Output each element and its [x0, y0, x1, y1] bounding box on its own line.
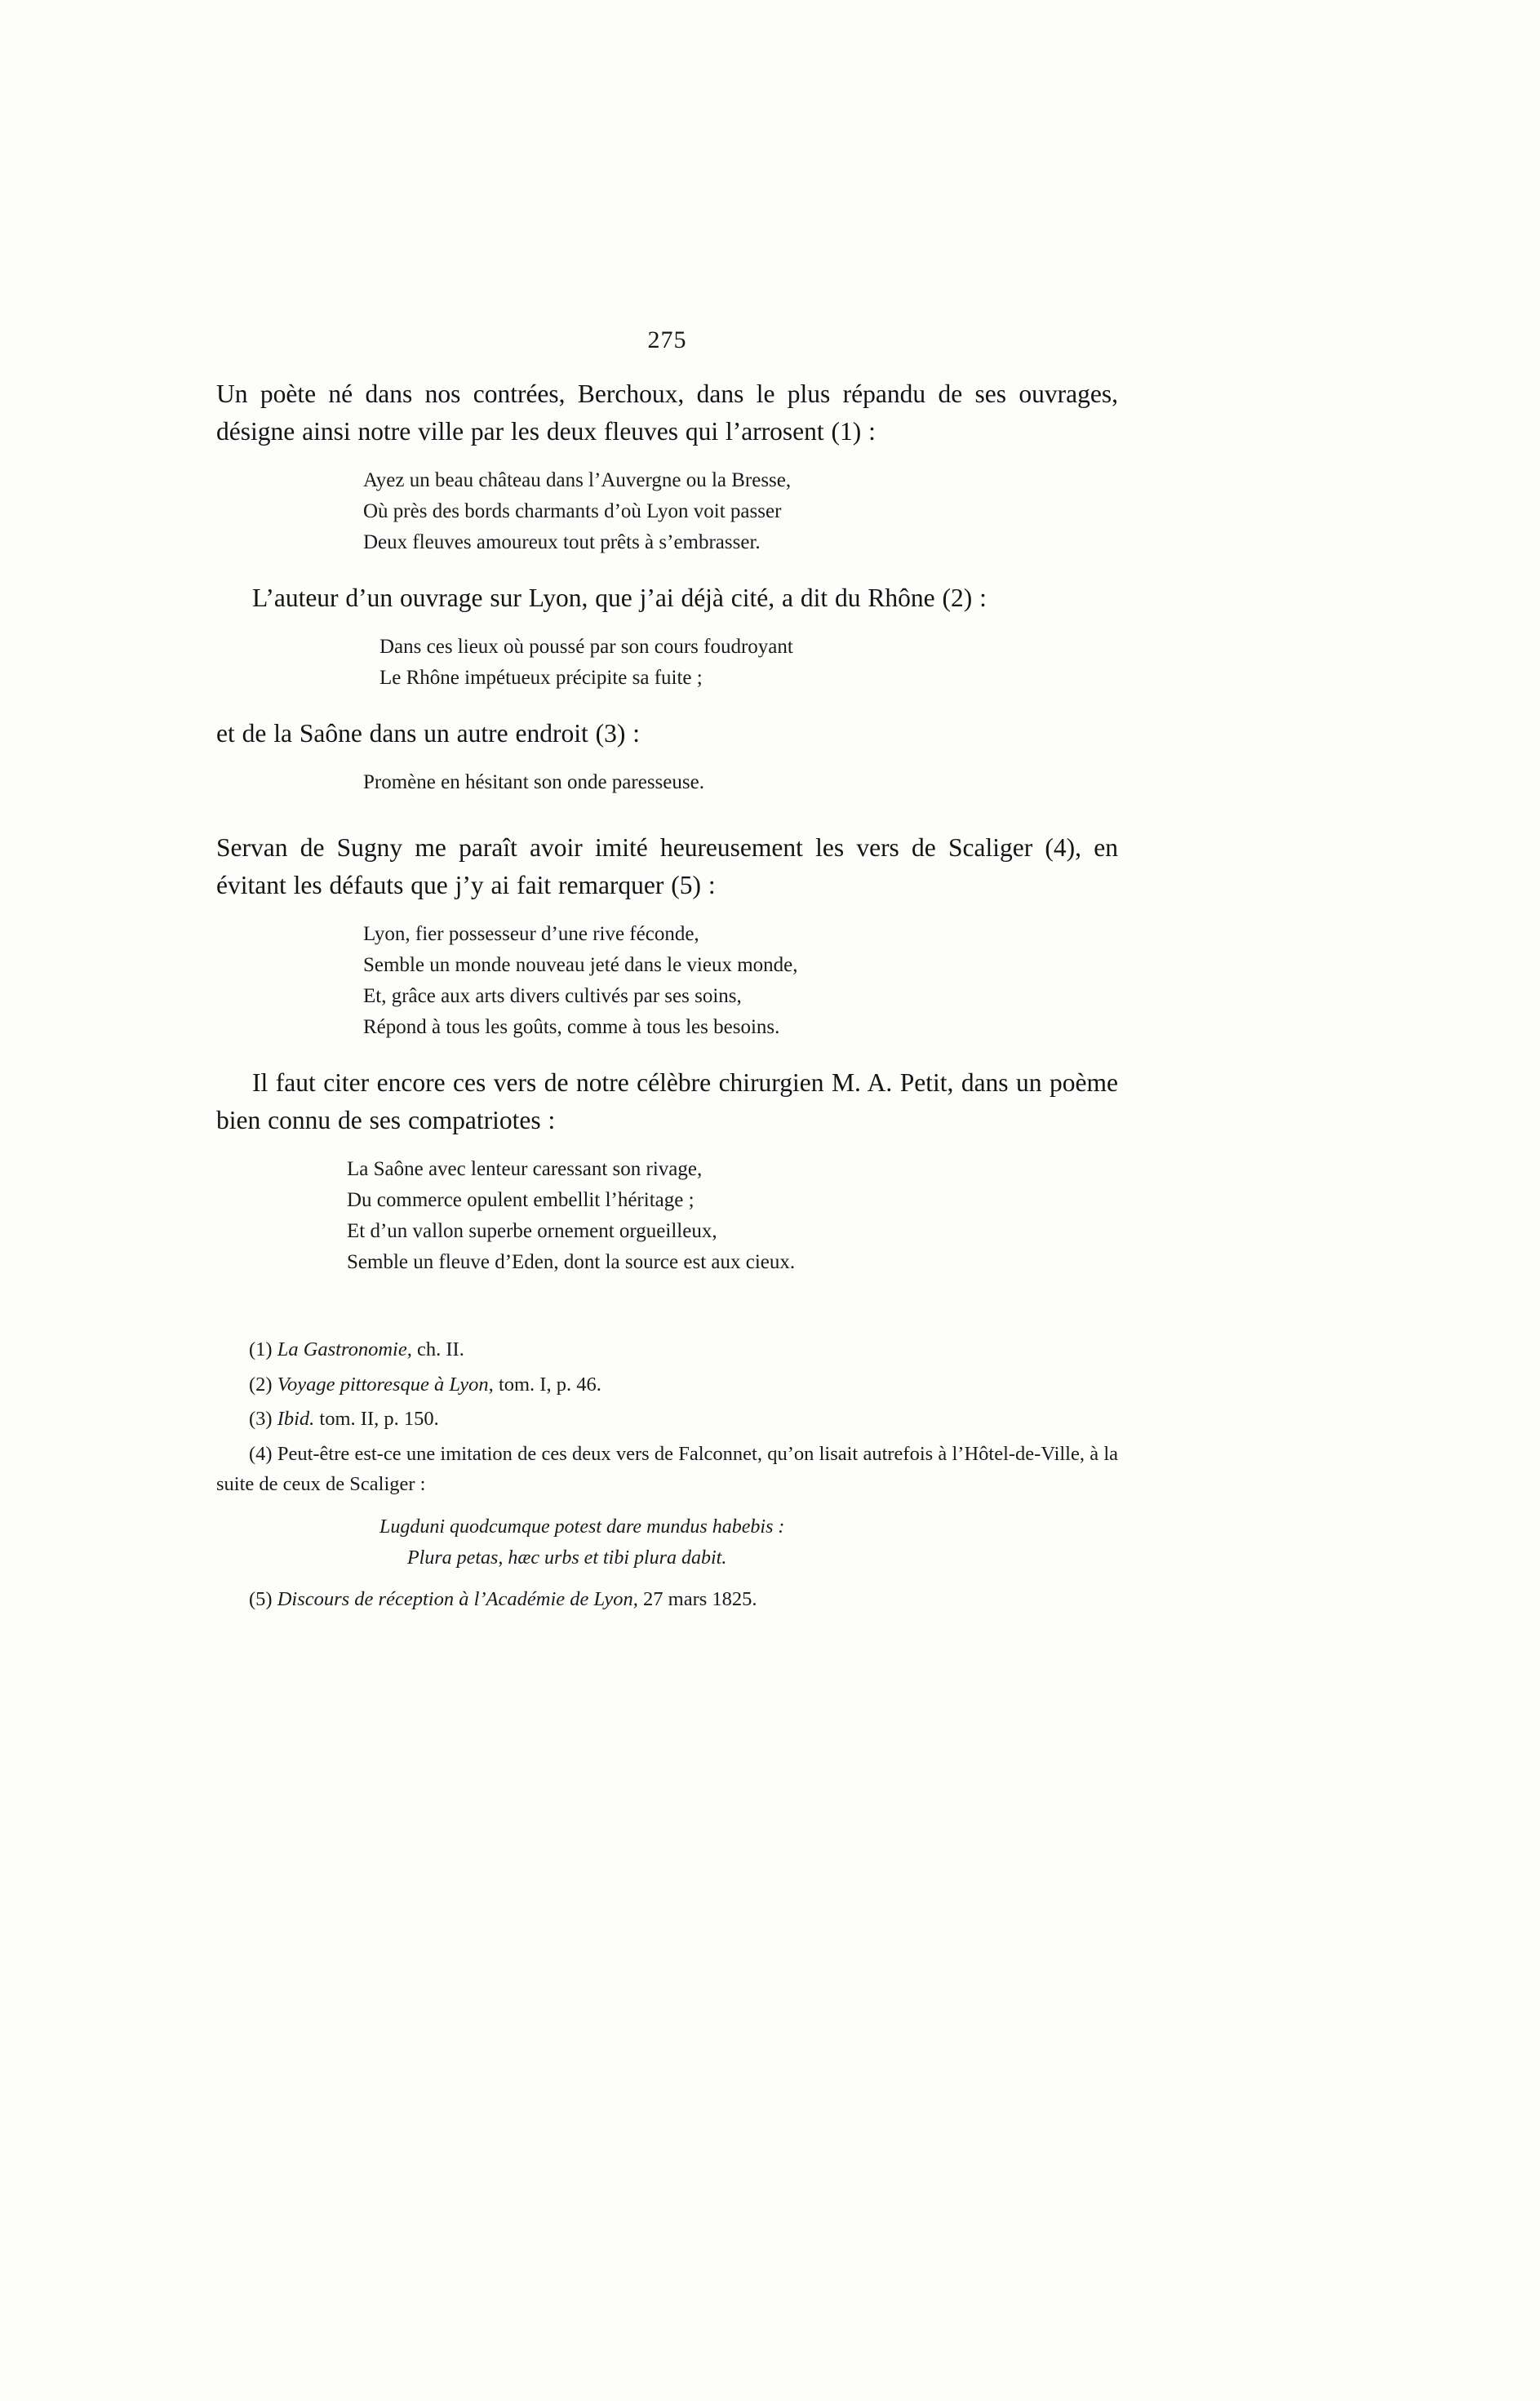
verse-line: Lyon, fier possesseur d’une rive féconde,: [363, 922, 699, 945]
paragraph-saone-intro: et de la Saône dans un autre endroit (3) :: [216, 718, 640, 748]
footnote-1-title: La Gastronomie,: [277, 1338, 412, 1360]
footnote-5: [216, 1585, 1118, 1615]
verse-line: Dans ces lieux où poussé par son cours foudroyant: [379, 635, 793, 658]
footnote-3: [216, 1405, 1118, 1435]
verse-block-sugny: [216, 919, 1118, 1043]
footnote-1: [216, 1335, 1118, 1365]
footnote-4-text: Peut-être est-ce une imitation de ces deux vers de Falconnet, qu’on lisait autrefois à l’Hôtel-de-Ville, à la suite de ceux de Scaliger :: [216, 1443, 1118, 1495]
verse-line: Où près des bords charmants d’où Lyon voit passer: [363, 499, 782, 522]
footnote-1-number: (1): [249, 1338, 273, 1360]
footnotes: [216, 1335, 1118, 1615]
page-content: [216, 326, 1118, 1620]
footnote-3-rest: tom. II, p. 150.: [319, 1408, 439, 1431]
spacer: [216, 819, 1118, 829]
verse-line: Plura petas, hæc urbs et tibi plura dabit.: [407, 1547, 727, 1569]
verse-block-berchoux: [216, 465, 1118, 558]
verse-line: Et, grâce aux arts divers cultivés par ses soins,: [363, 984, 742, 1007]
footnote-5-rest: 27 mars 1825.: [643, 1588, 757, 1611]
verse-block-petit: [216, 1154, 1118, 1278]
footnote-5-title: Discours de réception à l’Académie de Lyon,: [277, 1588, 638, 1611]
footnote-4: [216, 1440, 1118, 1500]
footnote-3-number: (3): [249, 1408, 273, 1431]
paragraph-rhone-intro: L’auteur d’un ouvrage sur Lyon, que j’ai déjà cité, a dit du Rhône (2) :: [252, 583, 987, 612]
latin-verse-block: [216, 1511, 1118, 1574]
footnote-2-number: (2): [249, 1373, 273, 1396]
verse-block-rhone: [216, 632, 1118, 694]
verse-line: Promène en hésitant son onde paresseuse.: [363, 770, 704, 793]
footnote-2-rest: tom. I, p. 46.: [498, 1373, 601, 1396]
footnote-2: [216, 1370, 1118, 1400]
paragraph-sugny-intro: Servan de Sugny me paraît avoir imité heureusement les vers de Scaliger (4), en évitant les défauts que j’y ai fait remarquer (5) :: [216, 832, 1118, 899]
paragraph-berchoux-intro: Un poète né dans nos contrées, Berchoux, dans le plus répandu de ses ouvrages, désigne ainsi notre ville par les deux fleuves qui l’arrosent (1) :: [216, 379, 1118, 446]
verse-block-saone: [216, 767, 1118, 798]
verse-line: Deux fleuves amoureux tout prêts à s’embrasser.: [363, 530, 761, 553]
verse-line: Lugduni quodcumque potest dare mundus habebis :: [379, 1516, 785, 1538]
page-number: 275: [647, 326, 687, 353]
footnote-5-number: (5): [249, 1588, 273, 1611]
verse-line: Semble un monde nouveau jeté dans le vieux monde,: [363, 953, 798, 976]
verse-line: Du commerce opulent embellit l’héritage ;: [347, 1188, 695, 1211]
verse-line: Semble un fleuve d’Eden, dont la source est aux cieux.: [347, 1250, 796, 1273]
footnote-4-number: (4): [249, 1443, 273, 1466]
footnote-3-title: Ibid.: [277, 1408, 315, 1431]
paragraph-petit-intro: Il faut citer encore ces vers de notre célèbre chirurgien M. A. Petit, dans un poème bien connu de ses compatriotes :: [216, 1067, 1118, 1134]
verse-line: Le Rhône impétueux précipite sa fuite ;: [379, 666, 703, 689]
verse-line: La Saône avec lenteur caressant son rivage,: [347, 1157, 703, 1180]
footnote-1-rest: ch. II.: [417, 1338, 464, 1360]
verse-line: Ayez un beau château dans l’Auvergne ou la Bresse,: [363, 468, 792, 491]
footnote-2-title: Voyage pittoresque à Lyon,: [277, 1373, 494, 1396]
verse-line: Et d’un vallon superbe ornement orgueilleux,: [347, 1219, 717, 1242]
verse-line: Répond à tous les goûts, comme à tous les besoins.: [363, 1015, 780, 1038]
